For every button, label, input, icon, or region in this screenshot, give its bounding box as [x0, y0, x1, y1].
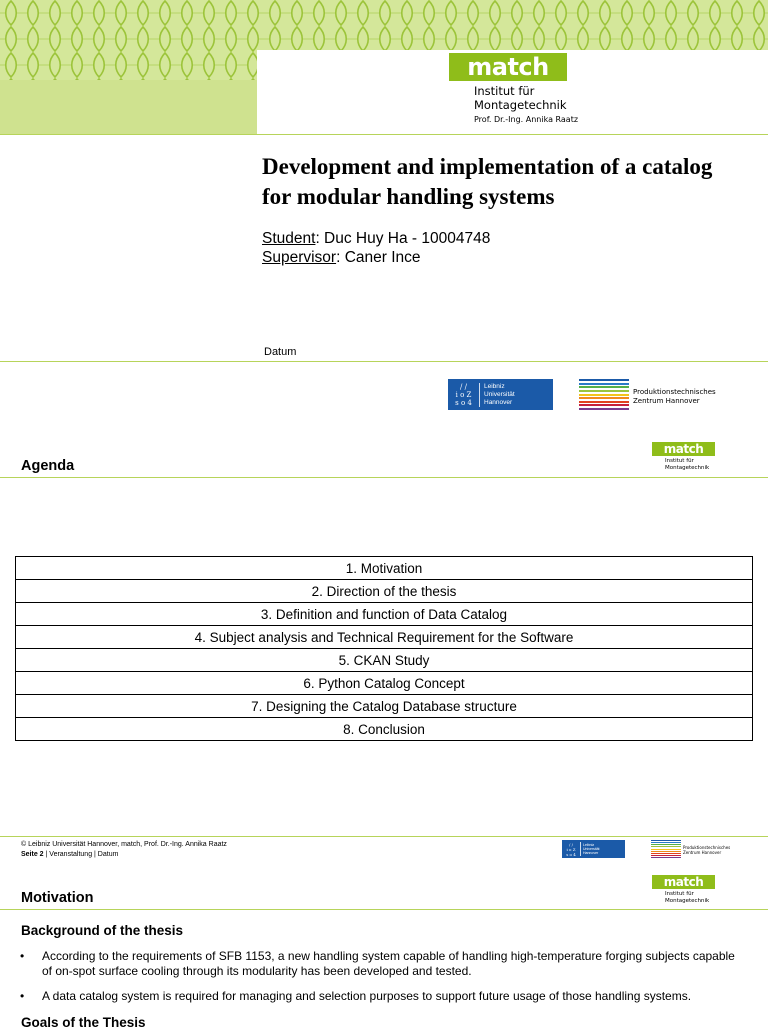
agenda-item: 6. Python Catalog Concept: [16, 672, 753, 695]
student-value: : Duc Huy Ha - 10004748: [315, 230, 491, 247]
supervisor-line: [262, 249, 421, 267]
thesis-title: Development and implementation of a catalog for modular handling systems: [262, 154, 713, 209]
leibniz-university-logo-small: [562, 840, 625, 858]
pzh-stripe: [651, 846, 681, 847]
pzh-stripe: [651, 842, 681, 843]
agenda-item: 4. Subject analysis and Technical Requirement for the Software: [16, 626, 753, 649]
pzh-stripe: [579, 394, 629, 396]
agenda-item: 7. Designing the Catalog Database structure: [16, 695, 753, 718]
table-row: [16, 626, 753, 649]
agenda-item: 8. Conclusion: [16, 718, 753, 741]
footer-copyright: © Leibniz Universität Hannover, match, Prof. Dr.-Ing. Annika Raatz: [21, 841, 227, 848]
agenda-item: 5. CKAN Study: [16, 649, 753, 672]
pzh-logo-text: Produktionstechnisches Zentrum Hannover: [633, 388, 716, 405]
leibniz-university-logo: [448, 379, 553, 410]
agenda-table: [15, 556, 753, 741]
luh-logo-text: Leibniz Universität Hannover: [484, 382, 515, 406]
list-item: [20, 989, 740, 1004]
footer-page-info: [21, 851, 118, 858]
table-row: [16, 695, 753, 718]
bullet-text: According to the requirements of SFB 1153, a new handling system capable of handling high-temperature forging subjects capable of on-spot surface cooling through its modularity has been developed and tested.: [42, 949, 735, 978]
date-label: Datum: [264, 346, 297, 358]
match-logo: match: [652, 875, 715, 889]
table-row: [16, 580, 753, 603]
pzh-stripe: [651, 840, 681, 841]
table-row: [16, 672, 753, 695]
goals-heading: Goals of the Thesis: [21, 1015, 146, 1030]
background-heading: Background of the thesis: [21, 923, 184, 938]
pzh-stripe: [651, 844, 681, 845]
student-line: [262, 230, 490, 248]
student-label: Student: [262, 230, 316, 247]
footer-divider: [0, 836, 768, 837]
motivation-title: Motivation: [21, 890, 94, 906]
luh-logo-text: Leibniz Universität Hannover: [583, 843, 600, 855]
pzh-stripe: [579, 379, 629, 381]
pzh-logo-text-small: Produktionstechnisches Zentrum Hannover: [683, 845, 731, 855]
bullet-text: A data catalog system is required for managing and selection purposes to support future usage of those handling systems.: [42, 989, 692, 1003]
pzh-stripe: [651, 853, 681, 854]
header-divider: [0, 134, 768, 135]
institute-name: Institut für Montagetechnik: [665, 458, 710, 471]
institute-name: Institut für Montagetechnik: [665, 891, 710, 904]
page-number: Seite 2: [21, 851, 44, 858]
table-row: [16, 603, 753, 626]
match-logo: match: [449, 53, 567, 81]
page-info-rest: | Veranstaltung | Datum: [43, 851, 119, 858]
institute-name: Institut für Montagetechnik: [474, 84, 567, 112]
list-item: [20, 949, 740, 979]
pzh-stripe: [579, 390, 629, 392]
bullet-icon: •: [20, 989, 25, 1003]
pzh-stripe: [579, 404, 629, 406]
table-row: [16, 649, 753, 672]
pzh-logo-stripes-small: [651, 840, 681, 858]
supervisor-label: Supervisor: [262, 249, 337, 266]
agenda-item: 2. Direction of the thesis: [16, 580, 753, 603]
table-row: [16, 718, 753, 741]
pzh-stripe: [651, 855, 681, 856]
slide-divider: [0, 361, 768, 362]
agenda-item: 1. Motivation: [16, 557, 753, 580]
pzh-stripe: [651, 851, 681, 852]
pzh-logo-stripes: [579, 379, 629, 410]
header-green-block: [0, 80, 257, 134]
title-divider: [0, 909, 768, 910]
agenda-item: 3. Definition and function of Data Catalog: [16, 603, 753, 626]
luh-emblem: / / i o Z s o 4: [455, 382, 472, 407]
pzh-stripe: [579, 408, 629, 410]
institute-professor: Prof. Dr.-Ing. Annika Raatz: [474, 115, 579, 124]
bullet-icon: •: [20, 949, 25, 963]
pzh-stripe: [579, 383, 629, 385]
pzh-stripe: [579, 397, 629, 399]
pzh-stripe: [651, 857, 681, 858]
pzh-stripe: [651, 849, 681, 850]
match-logo: match: [652, 442, 715, 456]
table-row: [16, 557, 753, 580]
pzh-stripe: [579, 401, 629, 403]
title-divider: [0, 477, 768, 478]
agenda-title: Agenda: [21, 458, 75, 474]
supervisor-value: : Caner Ince: [336, 249, 421, 266]
pzh-stripe: [579, 386, 629, 388]
luh-emblem: / / i o Z s o 4: [566, 841, 576, 857]
